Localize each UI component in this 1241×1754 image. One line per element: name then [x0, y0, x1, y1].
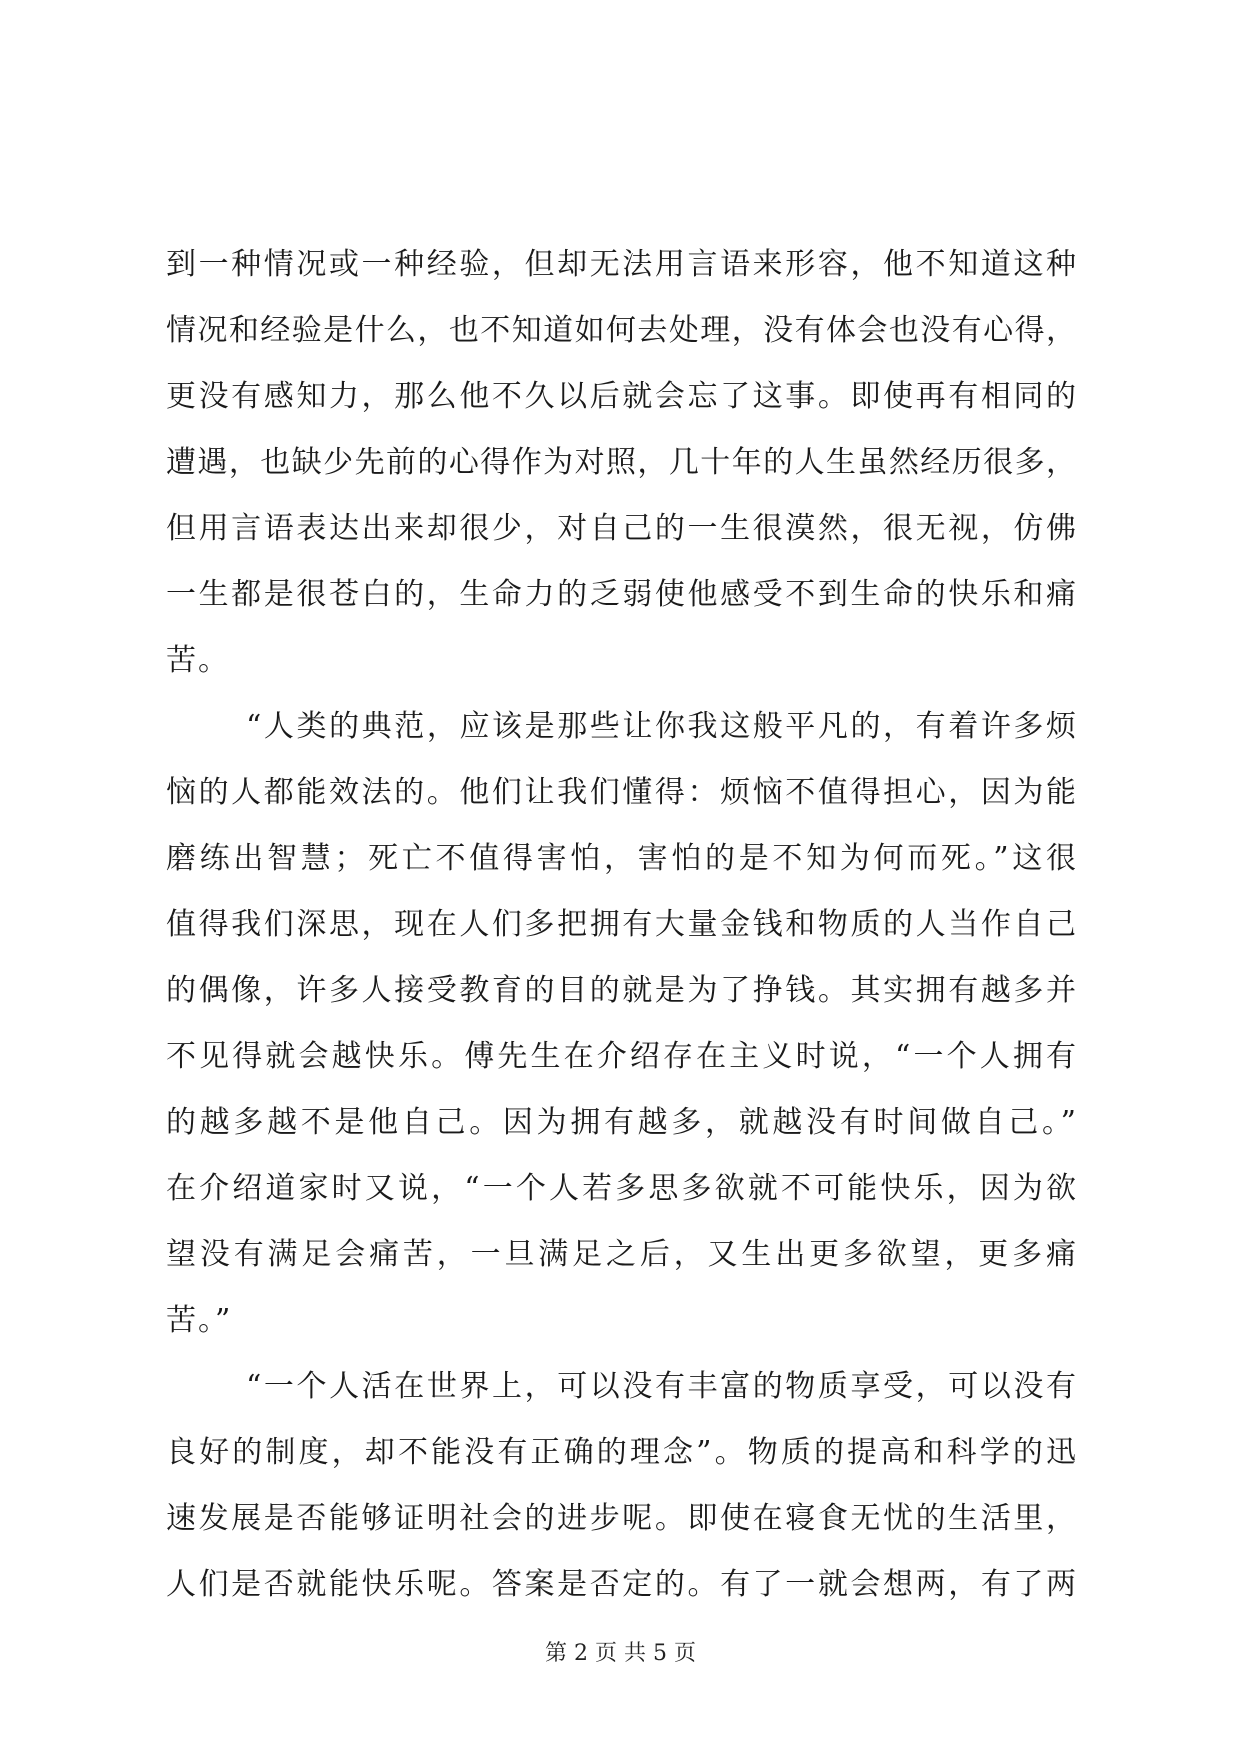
text-line: 一生都是很苍白的，生命力的乏弱使他感受不到生命的快乐和痛 [166, 577, 1076, 612]
page-number-footer: 第 2 页 共 5 页 [545, 1641, 696, 1666]
text-line: 恼的人都能效法的。他们让我们懂得：烦恼不值得担心，因为能 [166, 775, 1076, 810]
text-line: 人们是否就能快乐呢。答案是否定的。有了一就会想两，有了两 [166, 1567, 1076, 1602]
text-line: 值得我们深思，现在人们多把拥有大量金钱和物质的人当作自己 [166, 907, 1076, 942]
text-line: 良好的制度，却不能没有正确的理念”。物质的提高和科学的迅 [166, 1435, 1076, 1470]
text-line: 苦。” [166, 1303, 233, 1338]
text-line: 在介绍道家时又说，“一个人若多思多欲就不可能快乐，因为欲 [166, 1171, 1076, 1206]
text-line: 的越多越不是他自己。因为拥有越多，就越没有时间做自己。” [166, 1105, 1076, 1140]
text-line: 磨练出智慧；死亡不值得害怕，害怕的是不知为何而死。”这很 [166, 841, 1076, 876]
paragraph-first-line: “一个人活在世界上，可以没有丰富的物质享受，可以没有 [246, 1369, 1076, 1404]
text-line: 望没有满足会痛苦，一旦满足之后，又生出更多欲望，更多痛 [166, 1237, 1076, 1272]
text-line: 不见得就会越快乐。傅先生在介绍存在主义时说，“一个人拥有 [166, 1039, 1076, 1074]
text-line: 情况和经验是什么，也不知道如何去处理，没有体会也没有心得， [166, 313, 1076, 348]
paragraph-first-line: “人类的典范，应该是那些让你我这般平凡的，有着许多烦 [246, 709, 1076, 744]
body-text [166, 232, 1076, 1618]
text-line: 到一种情况或一种经验，但却无法用言语来形容，他不知道这种 [166, 247, 1076, 282]
text-line: 苦。 [166, 643, 230, 678]
text-line: 遭遇，也缺少先前的心得作为对照，几十年的人生虽然经历很多， [166, 445, 1076, 480]
text-line: 速发展是否能够证明社会的进步呢。即使在寝食无忧的生活里， [166, 1501, 1076, 1536]
text-line: 的偶像，许多人接受教育的目的就是为了挣钱。其实拥有越多并 [166, 973, 1076, 1008]
text-line: 但用言语表达出来却很少，对自己的一生很漠然，很无视，仿佛 [166, 511, 1076, 546]
text-line: 更没有感知力，那么他不久以后就会忘了这事。即使再有相同的 [166, 379, 1076, 414]
